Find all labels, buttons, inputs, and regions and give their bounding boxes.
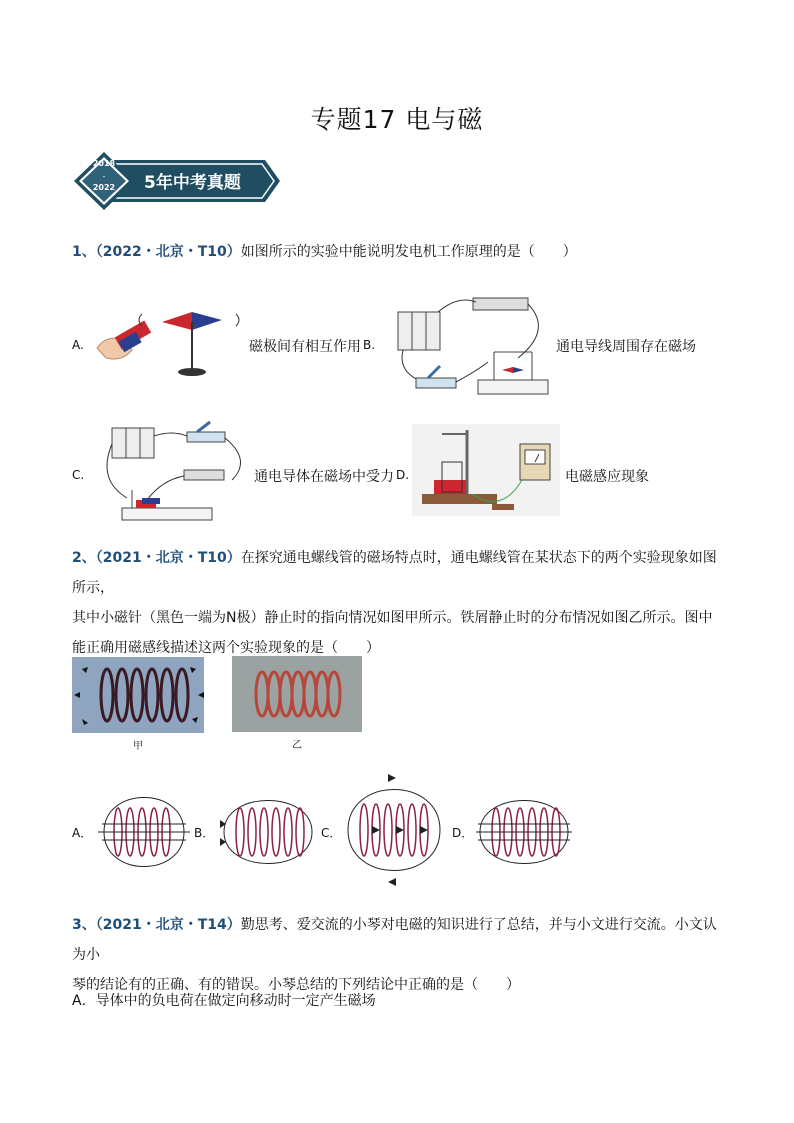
photo-iron-filings [232, 656, 362, 732]
q2-option-b-label: B． [194, 826, 215, 840]
question-2-line-2: 其中小磁针（黑色一端为N极）静止时的指向情况如图甲所示。铁屑静止时的分布情况如图乙所示。图中 [72, 610, 713, 626]
question-text: 勤思考、爱交流的小琴对电磁的知识进行了总结，并与小文进行交流。小文认为小 [72, 917, 717, 963]
question-3-line-2: 琴的结论有的正确、有的错误。小琴总结的下列结论中正确的是（ ） [72, 977, 520, 993]
question-source: （2022・北京・T10） [95, 244, 241, 260]
magnet-compass-figure [92, 300, 247, 380]
photo-compass-solenoid [72, 657, 204, 733]
field-line-option-a [94, 780, 194, 884]
question-text: 如图所示的实验中能说明发电机工作原理的是（ ） [240, 244, 577, 260]
photo-a-caption: 甲 [133, 741, 143, 752]
option-a-caption: 磁极间有相互作用 [249, 339, 361, 355]
option-d-caption: 电磁感应现象 [565, 469, 649, 485]
banner-year-end: 2022 [92, 183, 116, 192]
photo-b-caption: 乙 [292, 740, 302, 751]
question-2-line-1 [72, 543, 722, 603]
page-title: 专题17 电与磁 [310, 105, 484, 134]
question-number: 3、 [72, 917, 96, 933]
question-source: （2021・北京・T10） [95, 550, 241, 566]
q2-option-c-label: C． [321, 826, 342, 840]
option-b-caption: 通电导线周围存在磁场 [556, 339, 696, 355]
banner-year-sep: - [102, 172, 106, 181]
option-c-caption: 通电导体在磁场中受力 [254, 469, 394, 485]
question-2 [72, 543, 722, 663]
option-d-label: D. [396, 468, 410, 482]
q2-option-d-label: D． [452, 826, 474, 840]
section-banner [70, 150, 285, 212]
option-a-label: A. [72, 338, 84, 352]
induction-figure [412, 424, 560, 516]
q2-option-a-label: A． [72, 826, 93, 840]
field-line-option-d [472, 780, 576, 884]
question-source: （2021・北京・T14） [95, 917, 241, 933]
question-2-line-3: 能正确用磁感线描述这两个实验现象的是（ ） [72, 640, 380, 656]
option-c-label: C. [72, 468, 85, 482]
question-text: 在探究通电螺线管的磁场特点时，通电螺线管在某状态下的两个实验现象如图所示， [72, 550, 717, 596]
question-number: 2、 [72, 550, 96, 566]
option-b-label: B. [363, 338, 376, 352]
motor-principle-figure [92, 420, 252, 528]
question-3-option-a: A．导体中的负电荷在做定向移动时一定产生磁场 [72, 993, 376, 1009]
oersted-figure [378, 290, 553, 400]
banner-year-start: 2018 [92, 159, 116, 168]
question-3-line-1 [72, 910, 722, 970]
question-number: 1、 [72, 244, 96, 260]
banner-label: 5年中考真题 [144, 173, 241, 193]
field-line-option-c [342, 772, 446, 888]
field-line-option-b [216, 780, 320, 884]
question-1 [72, 237, 722, 267]
